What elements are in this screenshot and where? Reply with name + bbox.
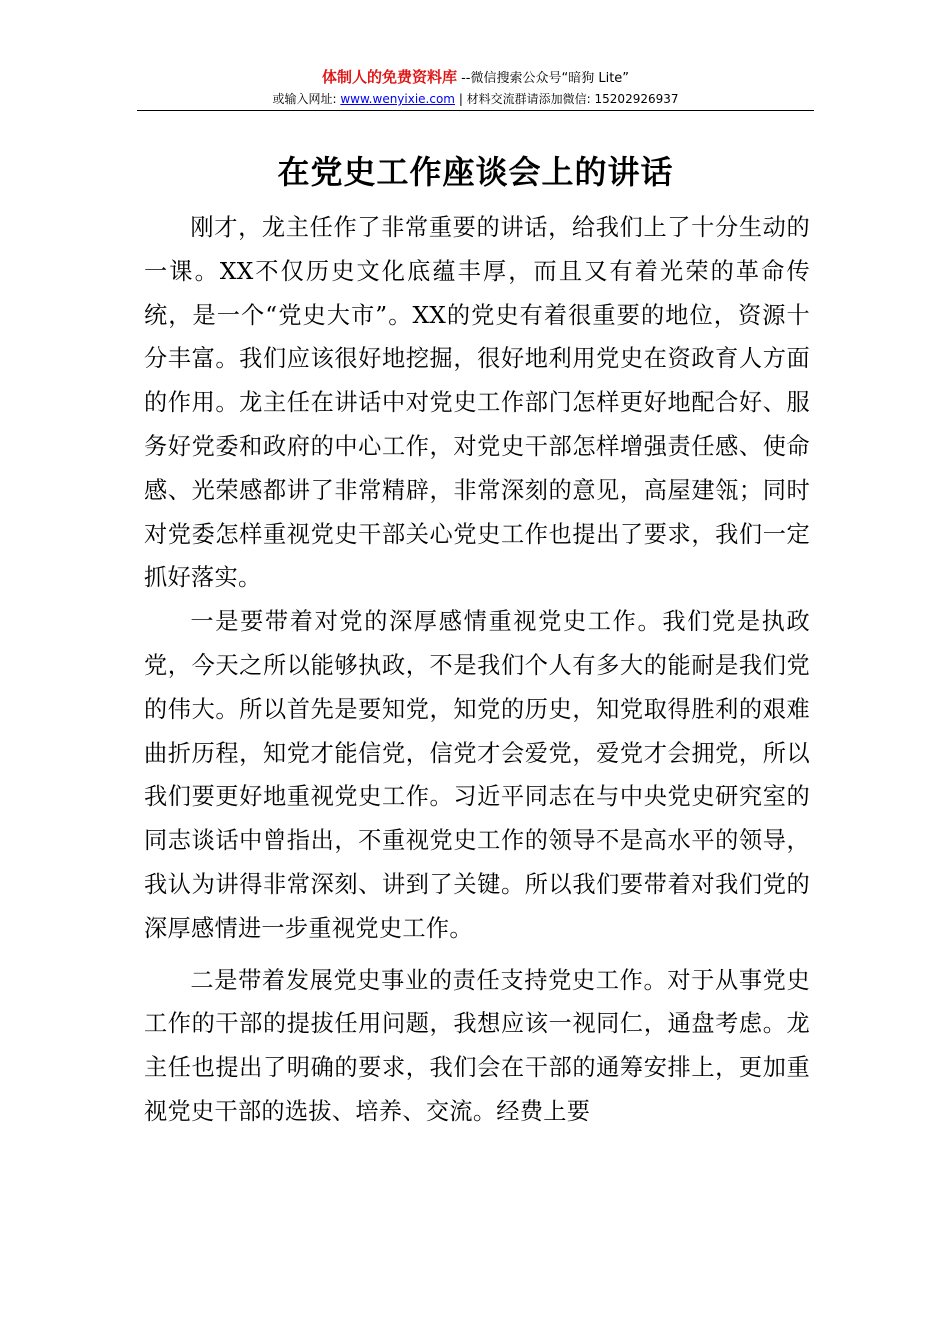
header-divider	[137, 110, 814, 111]
header-promo-text: --微信搜索公众号“暗狗 Lite”	[456, 71, 630, 86]
header-contact-line	[140, 90, 811, 108]
paragraph: 二是带着发展党史事业的责任支持党史工作。对于从事党史工作的干部的提拔任用问题，我想应该一视同仁，通盘考虑。龙主任也提出了明确的要求，我们会在干部的通筹安排上，更加重视党史干部的选拔、培养、交流。经费上要	[144, 966, 810, 1125]
header-website-link[interactable]: www.wenyixie.com	[340, 92, 455, 106]
page-header	[140, 68, 811, 108]
header-brand: 体制人的免费资料库	[321, 68, 457, 86]
document-body	[144, 206, 810, 1134]
header-contact-text: | 材料交流群请添加微信: 15202926937	[455, 92, 679, 106]
paragraph: 刚才，龙主任作了非常重要的讲话，给我们上了十分生动的一课。XX不仅历史文化底蕴丰厚，而且又有着光荣的革命传统，是一个“党史大市”。XX的党史有着很重要的地位，资源十分丰富。我们应该很好地挖掘，很好地利用党史在资政育人方面的作用。龙主任在讲话中对党史工作部门怎样更好地配合好、服务好党委和政府的中心工作，对党史干部怎样增强责任感、使命感、光荣感都讲了非常精辟，非常深刻的意见，高屋建瓴；同时对党委怎样重视党史干部关心党史工作也提出了要求，我们一定抓好落实。	[144, 214, 810, 592]
document-title: 在党史工作座谈会上的讲话	[277, 153, 674, 191]
header-url-prefix: 或输入网址:	[272, 92, 341, 106]
paragraph: 一是要带着对党的深厚感情重视党史工作。我们党是执政党，今天之所以能够执政，不是我们个人有多大的能耐是我们党的伟大。所以首先是要知党，知党的历史，知党取得胜利的艰难曲折历程，知党才能信党，信党才会爱党，爱党才会拥党，所以我们要更好地重视党史工作。习近平同志在与中央党史研究室的同志谈话中曾指出，不重视党史工作的领导不是高水平的领导，我认为讲得非常深刻、讲到了关键。所以我们要带着对我们党的深厚感情进一步重视党史工作。	[144, 608, 810, 942]
header-promo-line	[140, 68, 811, 88]
